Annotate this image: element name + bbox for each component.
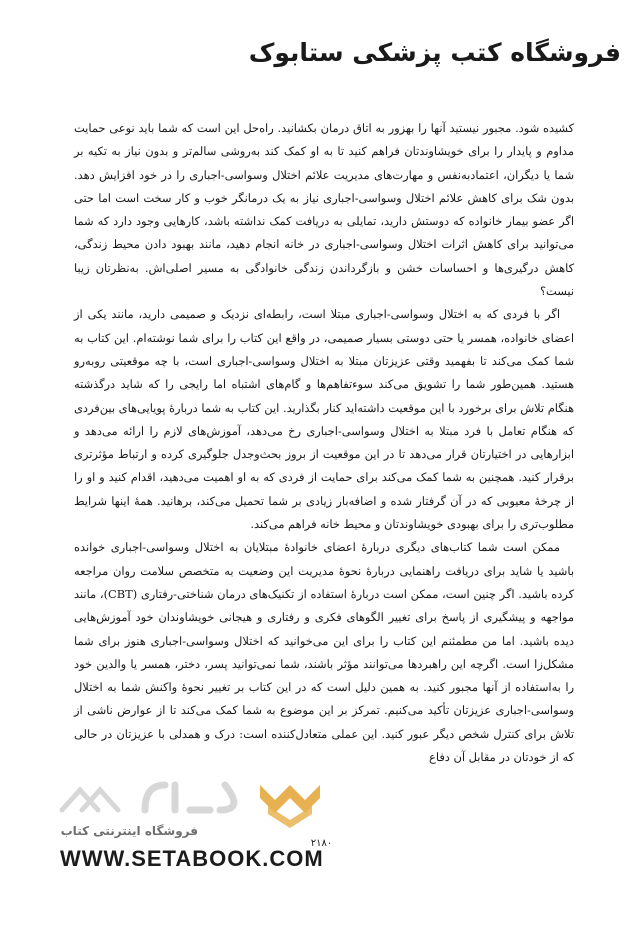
page-header-title: فروشگاه کتب پزشکی ستابوک [248, 38, 621, 67]
watermark-caption: فروشگاه اینترنتی کتاب [60, 824, 198, 838]
paragraph-2: اگر با فردی که به اختلال وسواسی-اجباری مبتلا است، رابطه‌ای نزدیک و صمیمی دارید، مانند یکی از اعضای خانواده، همسر یا حتی دوستی بسیار صمیمی، در واقع این کتاب را برای شما نوشته‌ام. این کتاب به شما کمک می‌کند تا بفهمید وقتی عزیزتان مبتلا به اختلال وسواسی-اجباری است، با چه موقعیتی روبه‌رو هستید. همین‌طور شما را تشویق می‌کند سوءتفاهم‌ها و گام‌های اشتباه اما رایجی را که شاید درگذشته هنگام تلاش برای برخورد با این موقعیت داشته‌اید کنار بگذارید. این کتاب به شما دربارهٔ پویایی‌های بین‌فردی که هنگام تعامل با فرد مبتلا به اختلال وسواسی-اجباری رخ می‌دهد، آموزش‌های لازم را ارائه می‌دهد و ابزارهایی در اختیارتان قرار می‌دهد تا در این موقعیت از بروز بحث‌وجدل جلوگیری کرده و ارتباط مؤثرتری برقرار کنید. همچنین به شما کمک می‌کند برای حمایت از فردی که به او اهمیت می‌دهید، اقدام کنید و او را از چرخهٔ معیوبی که در آن گرفتار شده و اضافه‌بار زیادی بر شما تحمیل می‌کند، برهانید. همهٔ اینها شرایط مطلوب‌تری را برای بهبودی خویشاوندتان و محیط خانه فراهم می‌کند. [74, 307, 574, 532]
setabook-logo-watermark [50, 770, 350, 830]
watermark-url: WWW.SETABOOK.COM [60, 846, 324, 871]
page-number: ۲۱۸۰ [310, 838, 333, 849]
body-text [74, 117, 574, 769]
paragraph-3: ممکن است شما کتاب‌های دیگری دربارهٔ اعضای خانوادهٔ مبتلایان به اختلال وسواسی-اجباری خوانده باشید یا شاید برای دریافت راهنمایی دربارهٔ نحوهٔ مدیریت این وضعیت به متخصص سلامت روان مراجعه کرده باشید. اگر چنین است، ممکن است دربارهٔ استفاده از تکنیک‌های درمان شناختی-رفتاری (CBT)، مانند مواجهه و پیشگیری از پاسخ برای تغییر الگوهای فکری و رفتاری و هیجانی خویشاوندان خود آموزش‌هایی دیده باشید. اما من مطمئنم این کتاب را برای این می‌خوانید که اختلال وسواسی-اجباری هنوز برای شما مشکل‌زا است. اگرچه این راهبردها می‌توانند مؤثر باشند، شما نمی‌توانید پسر، دختر، همسر یا والدین خود را به‌استفاده از آنها مجبور کنید. به همین دلیل است که در این کتاب بر تغییر نحوهٔ واکنش شما به اختلال وسواسی-اجباری عزیزتان تأکید می‌کنیم. تمرکز بر این موضوع به شما کمک می‌کند تا از عوارض ناشی از تلاش برای کنترل شخص دیگر عبور کنید. این عملی متعادل‌کننده است: درک و همدلی با عزیزتان در حالی که از خودتان در مقابل آن دفاع [74, 540, 574, 765]
paragraph-1: کشیده شود. مجبور نیستید آنها را بهزور به اتاق درمان بکشانید. راه‌حل این است که شما باید نوعی حمایت مداوم و پایدار را برای خویشاوندتان فراهم کنید تا به او کمک کند به‌روشی سالم‌تر و بدون نیاز به تکیه بر شما یا دیگران، اعتمادبه‌نفس و مهارت‌های مدیریت علائم اختلال وسواسی-اجباری را در خود افزایش دهد. بدون شک برای کاهش علائم اختلال وسواسی-اجباری نیاز به یک درمانگر خوب و کار سخت است اما حتی اگر عضو بیمار خانواده که دوستش دارید، تمایلی به دریافت کمک نداشته باشد، کارهایی وجود دارد که شما می‌توانید برای کاهش اثرات اختلال وسواسی-اجباری در خانه انجام دهید، مانند بهبود دادن محیط زندگی، کاهش درگیری‌ها و احساسات خشن و بازگرداندن زندگی خانوادگی به مسیر اصلی‌اش. به‌نظرتان زیبا نیست؟ [74, 121, 574, 299]
